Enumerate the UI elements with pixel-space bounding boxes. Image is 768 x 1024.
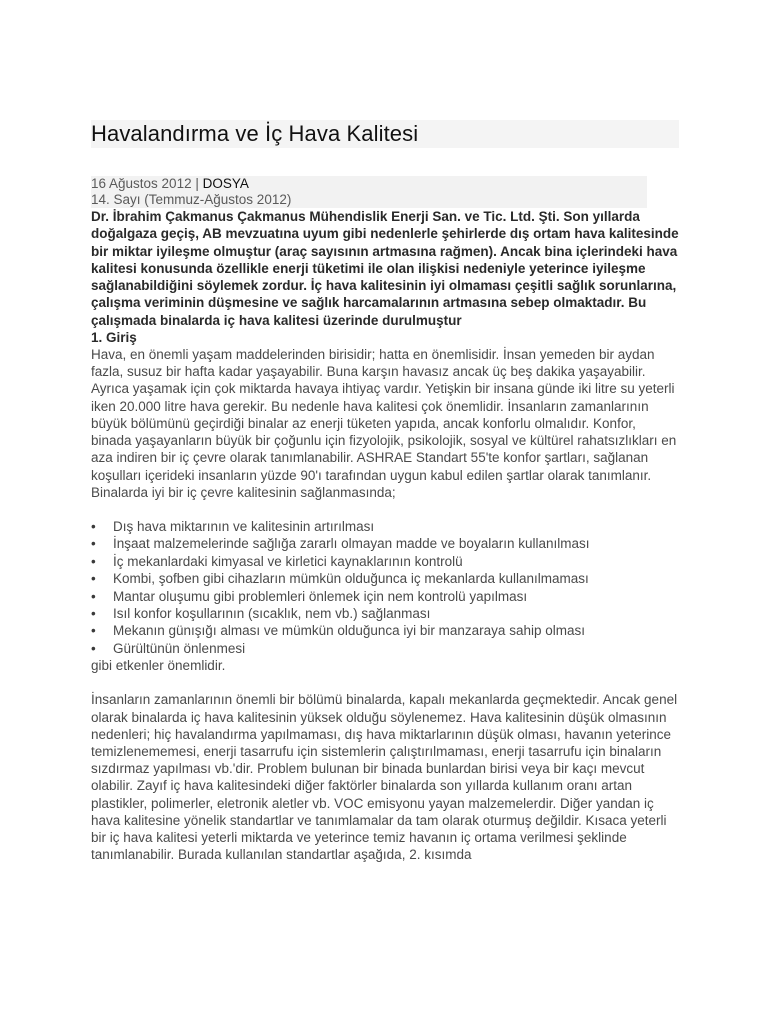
list-item-text: Kombi, şofben gibi cihazların mümkün olduğunca iç mekanlarda kullanılmaması [113, 571, 589, 587]
list-item [91, 588, 679, 605]
list-item [91, 570, 679, 587]
bullet-icon: • [91, 605, 96, 621]
list-item [91, 553, 679, 570]
list-conclusion: gibi etkenler önemlidir. [91, 658, 226, 674]
list-item [91, 640, 679, 657]
article-meta [91, 176, 647, 208]
bullet-icon: • [91, 553, 96, 569]
bullet-icon: • [91, 571, 96, 587]
list-item-text: Gürültünün önlenmesi [113, 640, 246, 656]
title-bar [91, 120, 679, 148]
list-item [91, 518, 679, 535]
list-item [91, 535, 679, 552]
list-item-text: Dış hava miktarının ve kalitesinin artırılması [113, 518, 375, 534]
meta-separator: | [191, 176, 203, 191]
section-heading: 1. Giriş [91, 330, 137, 346]
bullet-icon: • [91, 518, 96, 534]
list-item-text: İç mekanlardaki kimyasal ve kirletici kaynaklarının kontrolü [113, 553, 463, 569]
date-line [91, 176, 647, 192]
list-item-text: İnşaat malzemelerinde sağlığa zararlı olmayan madde ve boyaların kullanılması [113, 536, 590, 552]
list-item-text: Mekanın günışığı alması ve mümkün olduğunca iyi bir manzaraya sahip olması [113, 623, 585, 639]
article [91, 120, 679, 863]
publish-date: 16 Ağustos 2012 [91, 176, 192, 191]
issue-info: 14. Sayı (Temmuz-Ağustos 2012) [91, 192, 292, 207]
bullet-icon: • [91, 536, 96, 552]
bullet-icon: • [91, 640, 96, 656]
paragraph-spacer [91, 674, 679, 691]
list-item-text: Isıl konfor koşullarının (sıcaklık, nem vb.) sağlanması [113, 605, 431, 621]
category-link[interactable]: DOSYA [202, 176, 249, 191]
page-title: Havalandırma ve İç Hava Kalitesi [91, 121, 419, 146]
list-item-text: Mantar oluşumu gibi problemleri önlemek için nem kontrolü yapılması [113, 588, 528, 604]
intro-paragraph: Hava, en önemli yaşam maddelerinden birisidir; hatta en önemlisidir. İnsan yemeden bir aydan fazla, susuz bir hafta kadar yaşayabilir. Buna karşın havasız ancak üç beş dakika yaşayabilir. Ayrıca yaşamak için çok miktarda havaya ihtiyaç vardır. Yetişkin bir insana günde iki litre su yeterli iken 20.000 litre hava gerekir. Bu nedenle hava kalitesi çok önemlidir. İnsanların zamanlarının büyük bölümünü geçirdiği binalar az enerji tüketen yapıda, ancak konforlu olmalıdır. Konfor, binada yaşayanların büyük bir çoğunlu için fizyolojik, psikolojik, sosyal ve kültürel rahatsızlıkları en aza indiren bir iç çevre olarak tanımlanabilir. ASHRAE Standart 55'te konfor şartları, sağlanan koşulları içerideki insanların yüzde 90'ı tarafından uygun kabul edilen şartlar olarak tanımlanır. Binalarda iyi bir iç çevre kalitesinin sağlanmasında; [91, 347, 677, 500]
bullet-icon: • [91, 588, 96, 604]
factor-list [91, 518, 679, 657]
body-paragraph: İnsanların zamanlarının önemli bir bölümü binalarda, kapalı mekanlarda geçmektedir. Ancak genel olarak binalarda iç hava kalitesinin yüksek olduğu söylenemez. Hava kalitesinin düşük olmasının nedenleri; hiç havalandırma yapılmaması, dış hava miktarlarının düşük olması, havanın yeterince temizlenememesi, enerji tasarrufu için sistemlerin çalıştırılmaması, enerji tasarrufu için binaların sızdırmaz yapılması vb.'dir. Problem bulunan bir binada bunlardan birisi veya bir kaçı mevcut olabilir. Zayıf iç hava kalitesindeki diğer faktörler binalarda son yıllarda kullanım oranı artan plastikler, polimerler, eletronik aletler vb. VOC emisyonu yayan malzemelerdir. Diğer yandan iç hava kalitesine yönelik standartlar ve tanımlamalar da tam olarak oturmuş değildir. Kısaca yeterli bir iç hava kalitesi yeterli miktarda ve yeterince temiz havanın iç ortama verilmesi şeklinde tanımlanabilir. Burada kullanılan standartlar aşağıda, 2. kısımda [91, 692, 678, 863]
bullet-icon: • [91, 623, 96, 639]
list-item [91, 622, 679, 639]
abstract: Dr. İbrahim Çakmanus Çakmanus Mühendislik Enerji San. ve Tic. Ltd. Şti. Son yıllarda doğalgaza geçiş, AB mevzuatına uyum gibi nedenlerle şehirlerde dış ortam hava kalitesinde bir miktar iyileşme olmuştur (araç sayısının artmasına rağmen). Ancak bina içlerindeki hava kalitesi konusunda özellikle enerji tüketimi ile olan ilişkisi nedeniyle yeterince iyileşme sağlanabildiğini söylemek zordur. İç hava kalitesinin iyi olmaması çeşitli sağlık sorunlarına, çalışma veriminin düşmesine ve sağlık harcamalarının artmasına sebep olmaktadır. Bu çalışmada binalarda iç hava kalitesi üzerinde durulmuştur [91, 209, 679, 328]
list-item [91, 605, 679, 622]
